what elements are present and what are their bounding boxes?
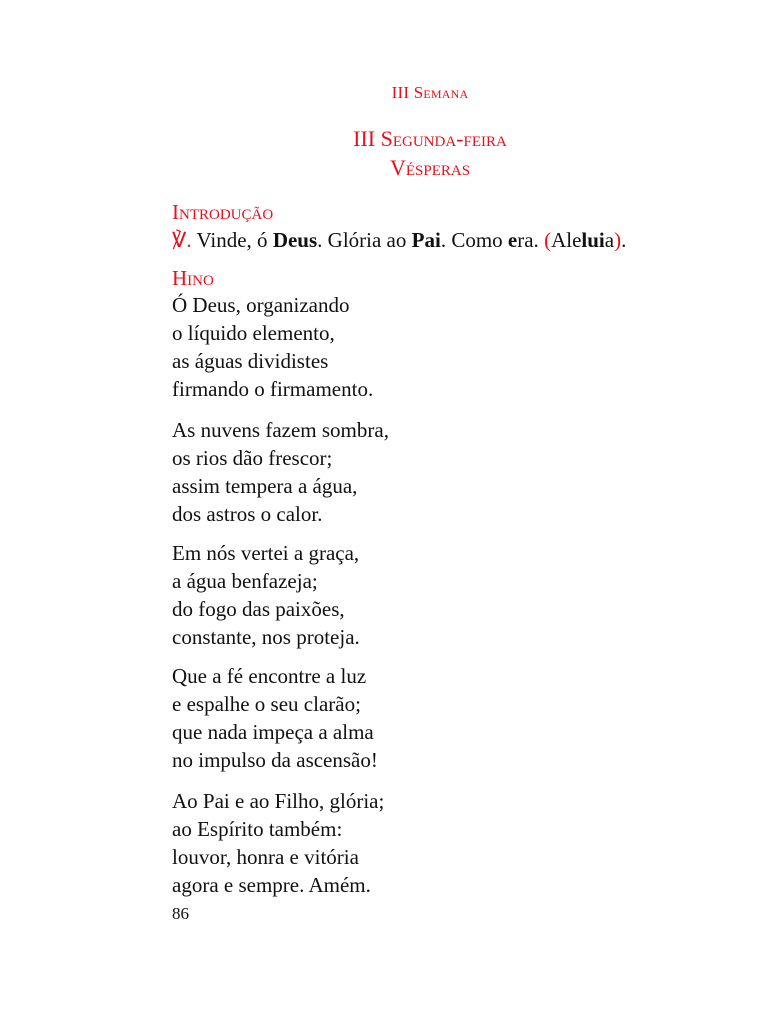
alleluia-bold: lui	[581, 228, 605, 252]
hymn-stanza	[172, 787, 384, 899]
intro-bold-e: e	[507, 228, 518, 252]
hymn-stanza	[172, 291, 373, 403]
introduction-versicle	[172, 226, 626, 254]
hymn-line: as águas dividistes	[172, 349, 329, 373]
page-number: 86	[172, 904, 189, 923]
office-title-day: III Segunda-feira	[353, 126, 507, 151]
hymn-line: Em nós vertei a graça,	[172, 541, 360, 565]
intro-text-a: Vinde, ó	[191, 228, 273, 252]
hymn-stanza	[172, 539, 360, 651]
hymn-line: assim tempera a água,	[172, 474, 358, 498]
alleluia-part-b: a	[604, 228, 615, 252]
intro-bold-deus: Deus	[272, 228, 318, 252]
hymn-stanza	[172, 662, 378, 774]
versicle-symbol: ℣.	[172, 228, 192, 252]
alleluia-part-a: Ale	[551, 228, 582, 252]
intro-text-d: ra.	[517, 228, 545, 252]
hymn-line: no impulso da ascensão!	[172, 748, 378, 772]
office-title-hour: Vésperas	[389, 155, 471, 180]
hymn-line: firmando o firmamento.	[172, 377, 374, 401]
section-heading-introducao: Introdução	[172, 200, 274, 224]
hymn-line: a água benfazeja;	[172, 569, 318, 593]
section-heading-hino: Hino	[172, 266, 214, 290]
hymn-line: ao Espírito também:	[172, 817, 343, 841]
hymn-stanza	[172, 416, 389, 528]
hymn-line: Ó Deus, organizando	[172, 293, 350, 317]
running-head: III Semana	[391, 83, 469, 102]
hymn-line: dos astros o calor.	[172, 502, 323, 526]
intro-text-c: . Como	[440, 228, 508, 252]
paren-open: (	[544, 228, 552, 252]
intro-text-e: .	[621, 228, 627, 252]
hymn-line: que nada impeça a alma	[172, 720, 374, 744]
intro-text-b: . Glória ao	[317, 228, 412, 252]
hymn-line: agora e sempre. Amém.	[172, 873, 371, 897]
hymn-line: Ao Pai e ao Filho, glória;	[172, 789, 385, 813]
hymn-line: Que a fé encontre a luz	[172, 664, 367, 688]
hymn-line: do fogo das paixões,	[172, 597, 345, 621]
hymn-line: constante, nos proteja.	[172, 625, 360, 649]
hymn-line: louvor, honra e vitória	[172, 845, 359, 869]
hymn-line: o líquido elemento,	[172, 321, 335, 345]
office-title	[172, 124, 688, 182]
hymn-line: As nuvens fazem sombra,	[172, 418, 389, 442]
paren-close: )	[614, 228, 622, 252]
hymn-line: os rios dão frescor;	[172, 446, 333, 470]
intro-bold-pai: Pai	[411, 228, 441, 252]
hymn-line: e espalhe o seu clarão;	[172, 692, 361, 716]
